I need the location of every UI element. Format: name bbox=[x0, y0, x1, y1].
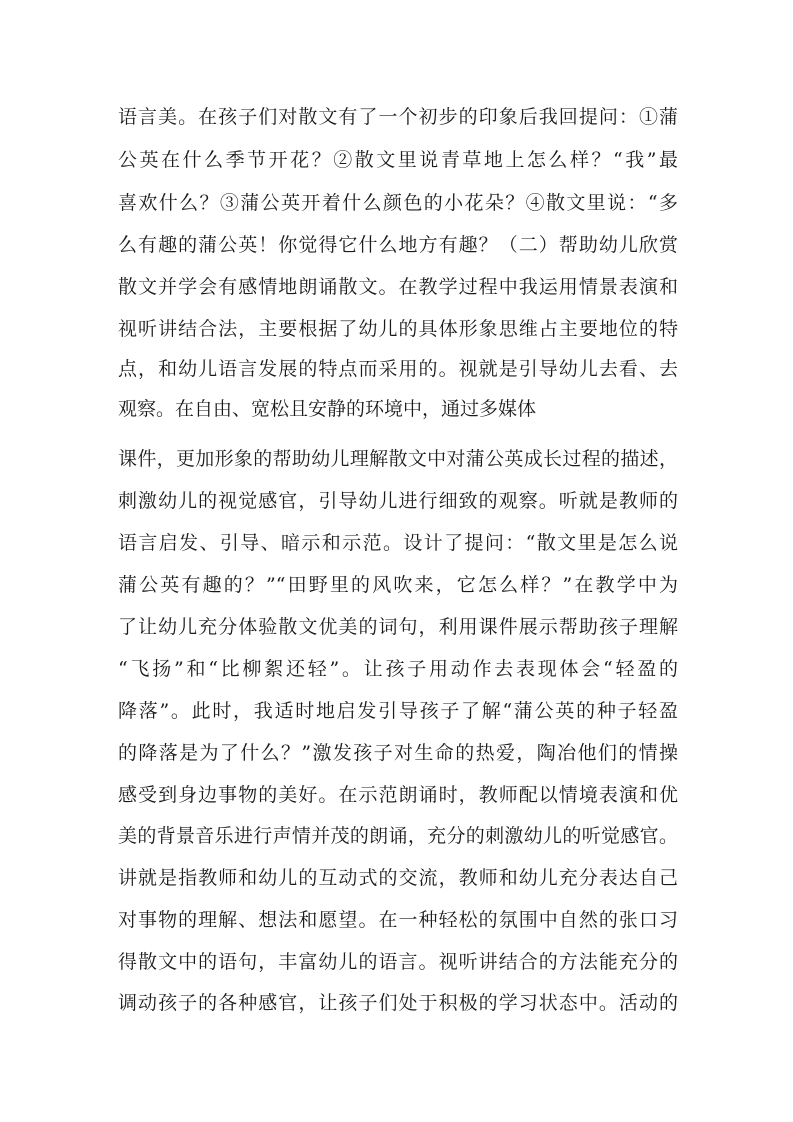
text-line: 感受到身边事物的美好。在示范朗诵时，教师配以情境表演和优 bbox=[118, 784, 678, 806]
text-line: 喜欢什么？③蒲公英开着什么颜色的小花朵？④散文里说：“多 bbox=[118, 192, 678, 214]
text-line: 点，和幼儿语言发展的特点而采用的。视就是引导幼儿去看、去 bbox=[118, 358, 678, 380]
text-line: 了让幼儿充分体验散文优美的词句，利用课件展示帮助孩子理解 bbox=[118, 616, 678, 638]
text-line: 散文并学会有感情地朗诵散文。在教学过程中我运用情景表演和 bbox=[118, 276, 678, 298]
text-line: 语言启发、引导、暗示和示范。设计了提问：“散文里是怎么说 bbox=[118, 532, 678, 554]
text-line: 蒲公英有趣的？”“田野里的风吹来，它怎么样？”在教学中为 bbox=[118, 574, 678, 596]
text-line: “飞扬”和“比柳絮还轻”。让孩子用动作去表现体会“轻盈的 bbox=[118, 658, 678, 680]
text-line: 语言美。在孩子们对散文有了一个初步的印象后我回提问：①蒲 bbox=[118, 106, 678, 128]
text-line: 降落”。此时，我适时地启发引导孩子了解“蒲公英的种子轻盈 bbox=[118, 700, 678, 722]
text-line: 课件，更加形象的帮助幼儿理解散文中对蒲公英成长过程的描述， bbox=[118, 448, 678, 470]
text-line: 美的背景音乐进行声情并茂的朗诵，充分的刺激幼儿的听觉感官。 bbox=[118, 825, 678, 847]
text-line: 得散文中的语句，丰富幼儿的语言。视听讲结合的方法能充分的 bbox=[118, 951, 678, 973]
text-line: 么有趣的蒲公英！你觉得它什么地方有趣？（二）帮助幼儿欣赏 bbox=[118, 234, 678, 256]
text-line: 观察。在自由、宽松且安静的环境中，通过多媒体 bbox=[118, 398, 537, 420]
text-line: 调动孩子的各种感官，让孩子们处于积极的学习状态中。活动的 bbox=[118, 992, 678, 1014]
text-line: 公英在什么季节开花？②散文里说青草地上怎么样？“我”最 bbox=[118, 149, 678, 171]
text-line: 对事物的理解、想法和愿望。在一种轻松的氛围中自然的张口习 bbox=[118, 909, 678, 931]
text-line: 视听讲结合法，主要根据了幼儿的具体形象思维占主要地位的特 bbox=[118, 318, 678, 340]
text-line: 的降落是为了什么？”激发孩子对生命的热爱，陶冶他们的情操 bbox=[118, 742, 678, 764]
text-line: 讲就是指教师和幼儿的互动式的交流，教师和幼儿充分表达自己 bbox=[118, 867, 678, 889]
text-line: 刺激幼儿的视觉感官，引导幼儿进行细致的观察。听就是教师的 bbox=[118, 490, 678, 512]
